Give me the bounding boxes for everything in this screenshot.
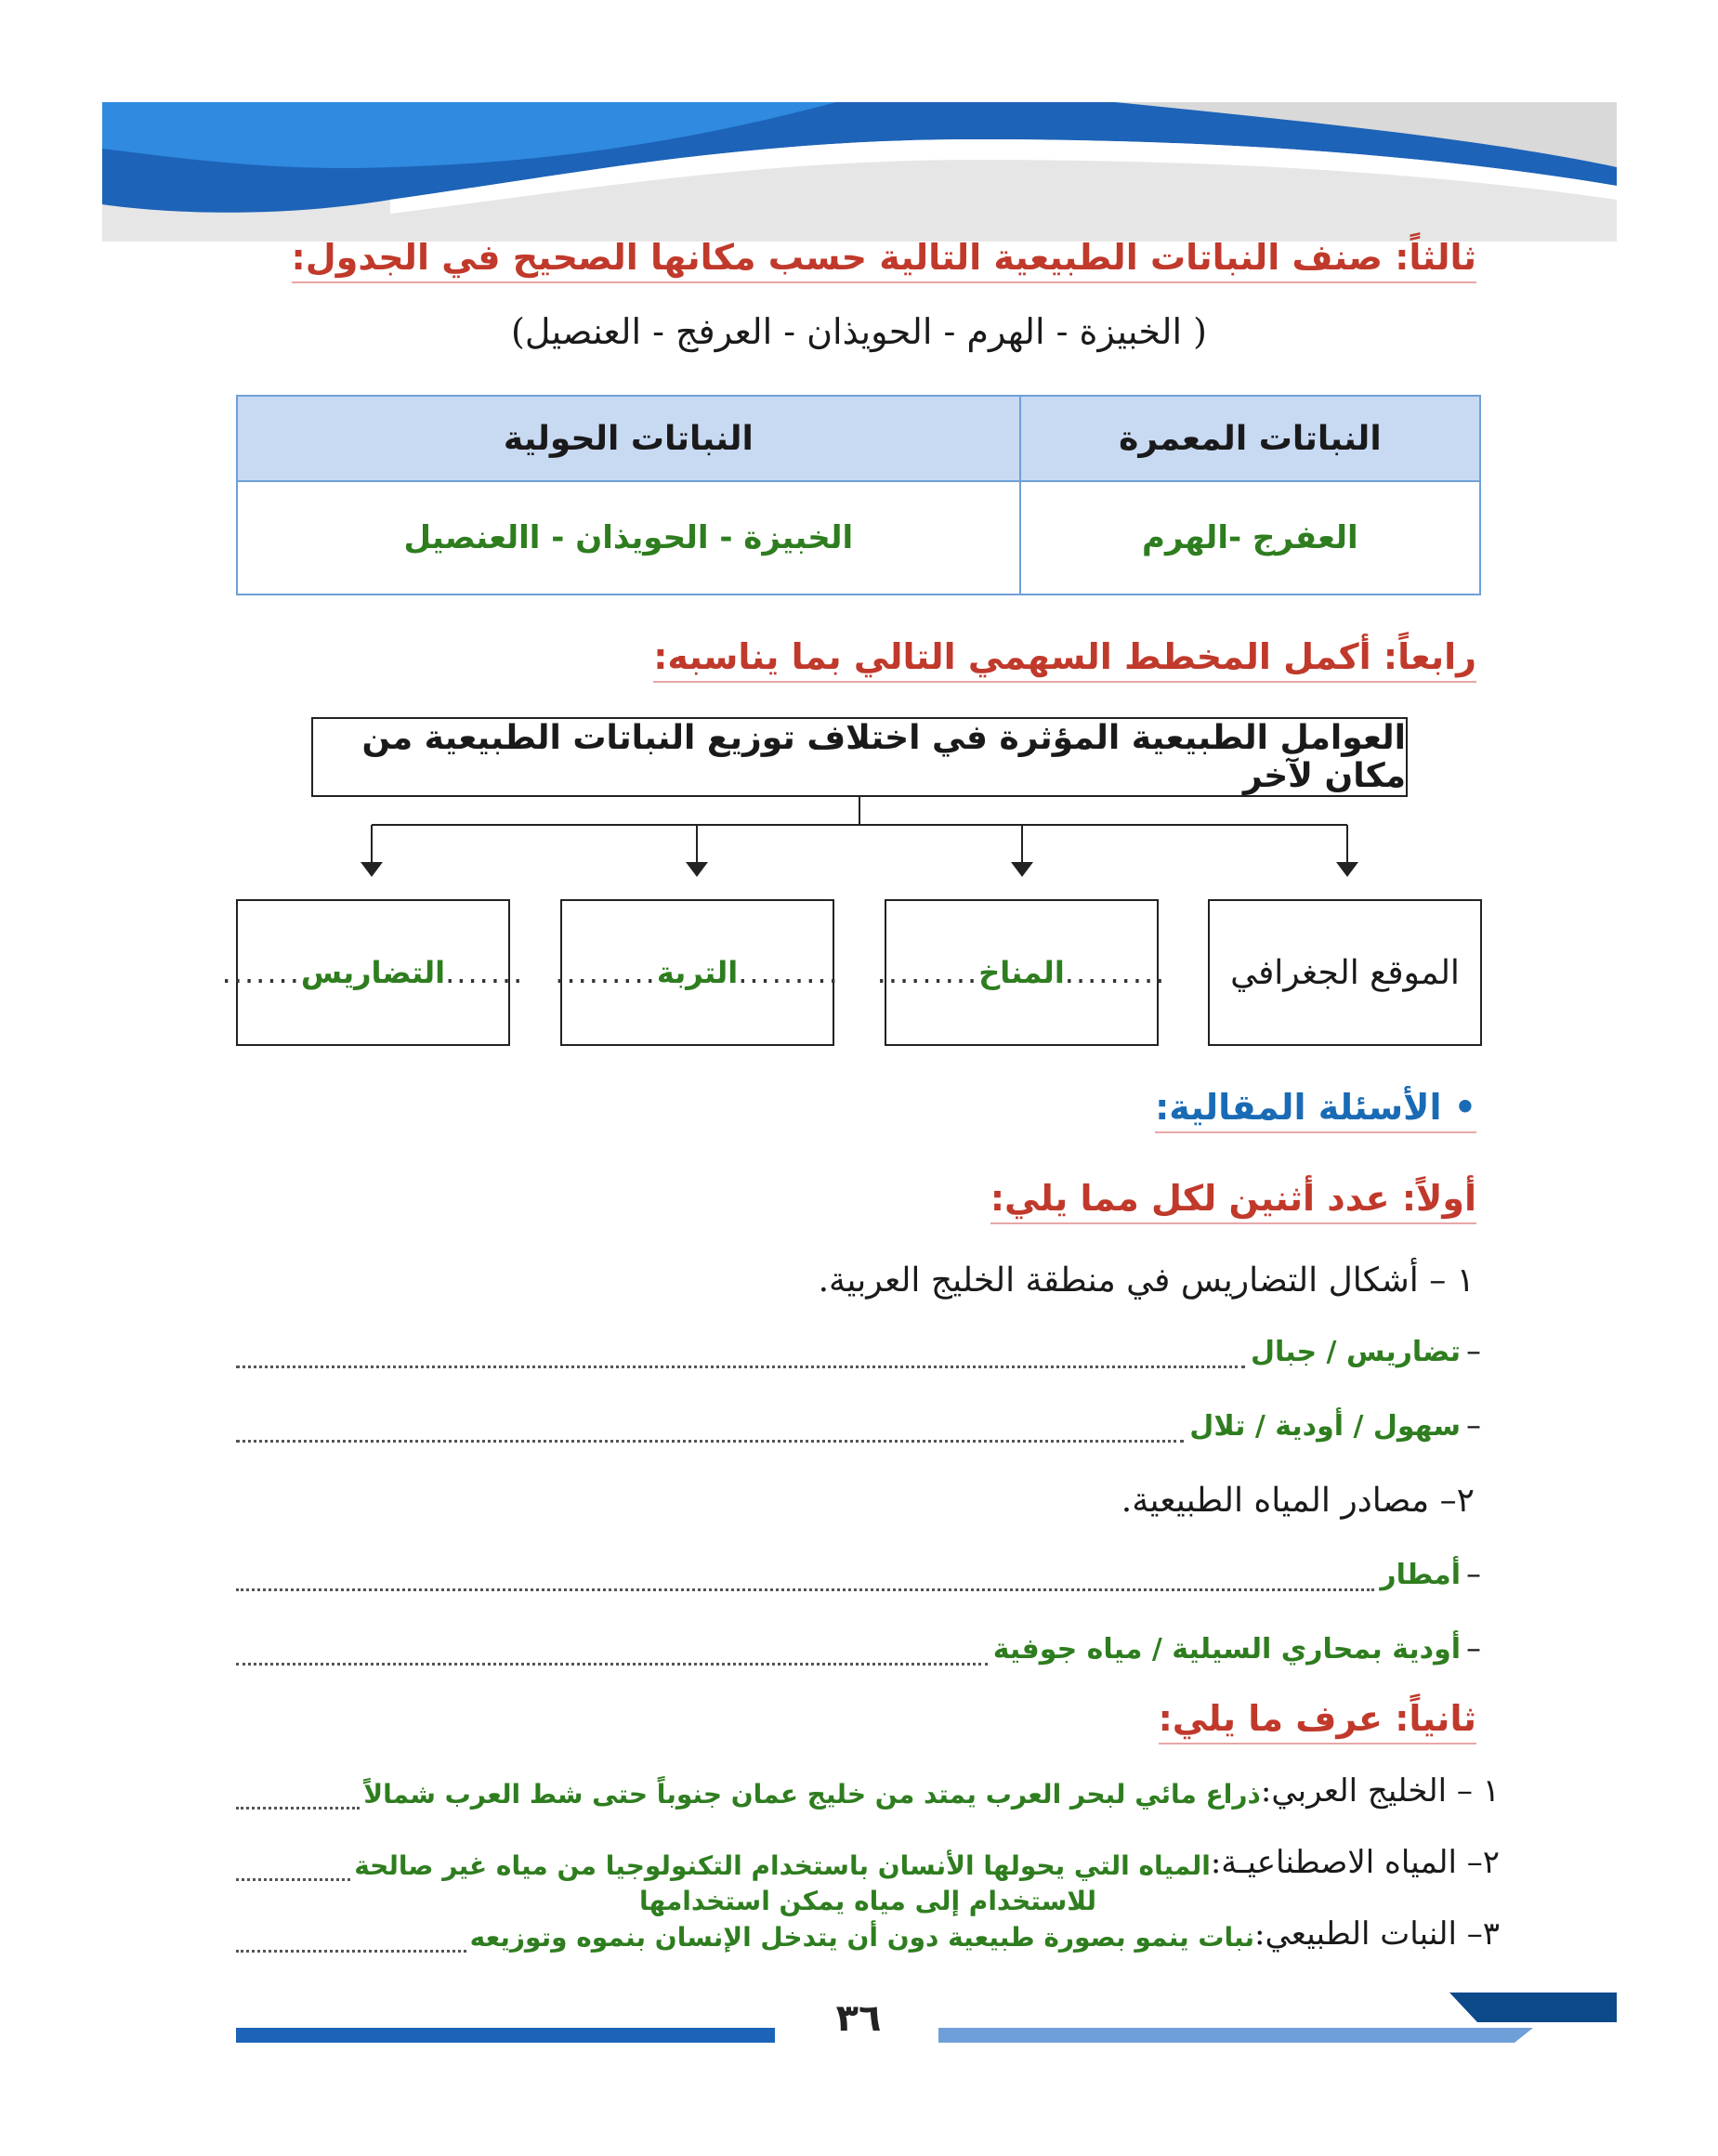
answer-perennial: العفرج -الهرم — [1020, 481, 1480, 595]
q1-item1-question: ١ – أشكال التضاريس في منطقة الخليج العربية. — [818, 1261, 1475, 1300]
factor-dots: ......... — [555, 955, 657, 990]
factor-location-label: الموقع الجغرافي — [1230, 953, 1460, 992]
q2-item3-term: ٣– النبات الطبيعي: — [1254, 1915, 1500, 1953]
q1-item2-question: ٢– مصادر المياه الطبيعية. — [1121, 1482, 1475, 1520]
essay-heading: • الأسئلة المقالية: — [1155, 1087, 1476, 1133]
q2-title: ثانياً: عرف ما يلي: — [1159, 1698, 1476, 1744]
q2-item3-answer: نبات ينمو بصورة طبيعية دون أن يتدخل الإنسان بنموه وتوزيعه — [469, 1922, 1254, 1953]
definition-line — [236, 1772, 1500, 1810]
q2-item2-term: ٢– المياه الاصطناعيـة: — [1210, 1844, 1500, 1881]
factors-main-box: العوامل الطبيعية المؤثرة في اختلاف توزيع النباتات الطبيعية من مكان لآخر — [311, 717, 1408, 797]
header-wave-decoration — [0, 0, 1718, 260]
answer-line: – تضاريس / جبال — [236, 1333, 1481, 1368]
factor-dots: ......... — [876, 955, 979, 990]
factor-box-climate — [876, 899, 1167, 1046]
q2-item2-answer: المياه التي يحولها الأنسان باستخدام التكنولوجيا من مياه غير صالحة — [354, 1850, 1211, 1881]
factor-dots: ....... — [445, 955, 525, 990]
flow-arrows — [0, 797, 1718, 882]
answer-line: – أودية بمحاري السيلية / مياه جوفية — [236, 1630, 1481, 1666]
definition-line — [236, 1915, 1500, 1953]
section4-title: رابعاً: أكمل المخطط السهمي التالي بما يناسبه: — [653, 636, 1476, 683]
q2-item1-answer: ذراع مائي لبحر العرب يمتد من خليج عمان جنوباً حتى شط العرب شمالاً — [363, 1779, 1261, 1810]
answer-line: – سهول / أودية / تلال — [236, 1407, 1481, 1443]
q2-item2-answer-cont: للاستخدام إلى مياه يمكن استخدامها — [638, 1886, 1097, 1916]
header-annual: النباتات الحولية — [237, 396, 1020, 481]
factor-box-terrain — [221, 899, 525, 1046]
factor-box-soil — [555, 899, 840, 1046]
plant-word-list: ( الخبيزة - الهرم - الحويذان - العرفج - العنصيل) — [511, 311, 1207, 352]
factor-dots: ......... — [1064, 955, 1167, 990]
factor-climate-answer: المناخ — [978, 955, 1065, 990]
definition-line — [236, 1844, 1500, 1881]
q1-title: أولاً: عدد أثنين لكل مما يلي: — [990, 1178, 1476, 1224]
page-number: ٣٦ — [835, 1997, 882, 2040]
section3-title: ثالثاً: صنف النباتات الطبيعية التالية حسب مكانها الصحيح في الجدول: — [292, 237, 1476, 283]
factor-dots: ....... — [221, 955, 301, 990]
answer-line: – أمطار — [236, 1556, 1481, 1591]
q1-item2-answer1: أمطار — [1380, 1559, 1461, 1591]
q1-item1-answer1: تضاريس / جبال — [1250, 1336, 1461, 1368]
q1-item2-answer2: أودية بمحاري السيلية / مياه جوفية — [992, 1633, 1461, 1666]
plants-classification-table — [236, 395, 1481, 595]
factor-soil-answer: التربة — [656, 955, 739, 990]
factor-terrain-answer: التضاريس — [300, 955, 446, 990]
q1-item1-answer2: سهول / أودية / تلال — [1189, 1410, 1461, 1443]
q2-item1-term: ١ – الخليج العربي: — [1260, 1772, 1500, 1810]
factor-box-location — [1208, 899, 1482, 1046]
factor-dots: ......... — [738, 955, 840, 990]
header-perennial: النباتات المعمرة — [1020, 396, 1480, 481]
answer-annual: الخبيزة - الحويذان - االعنصيل — [237, 481, 1020, 595]
